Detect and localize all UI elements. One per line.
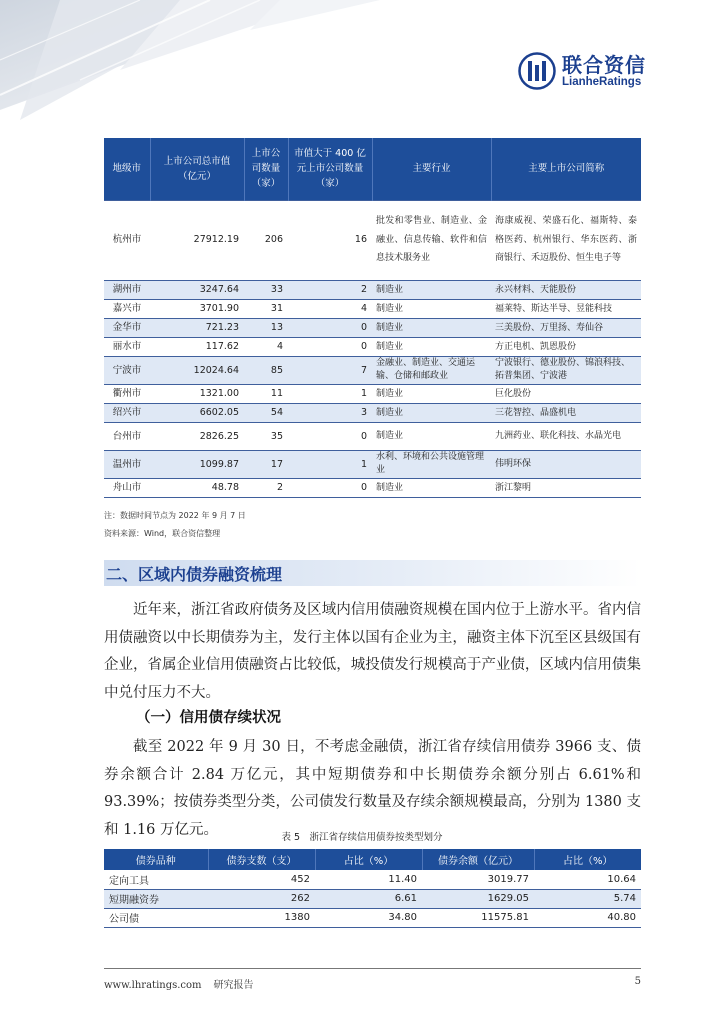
- table-row: 金华市 721.23 13 0 制造业 三美股份、万里扬、寿仙谷: [104, 318, 641, 337]
- brand-logo: [518, 52, 646, 90]
- col-city: 地级市: [104, 138, 150, 200]
- lianhe-logo-icon: [518, 52, 556, 90]
- table-source: 资料来源：Wind，联合资信整理: [104, 529, 221, 538]
- table-row: 绍兴市 6602.05 54 3 制造业 三花智控、晶盛机电: [104, 403, 641, 422]
- footer-divider: [104, 968, 641, 969]
- table-row: 嘉兴市 3701.90 31 4 制造业 福莱特、斯达半导、昱能科技: [104, 299, 641, 318]
- table-row: 公司债 1380 34.80 11575.81 40.80: [104, 908, 641, 927]
- footer-info: [104, 976, 266, 991]
- page-number: 5: [634, 976, 641, 987]
- table-row: 宁波市 12024.64 85 7 金融业、制造业、交通运输、仓储和邮政业 宁波银行、德业股份、锦浪科技、拓普集团、宁波港: [104, 356, 641, 384]
- brand-name-en: LianheRatings: [562, 75, 642, 88]
- col-over-400: 市值大于 400 亿元上市公司数量（家）: [288, 138, 372, 200]
- section-heading: [104, 560, 641, 586]
- footer-label: 研究报告: [213, 980, 254, 991]
- paragraph-overview: 近年来，浙江省政府债务及区域内信用债融资规模在国内位于上游水平。省内信用债融资以中长期债券为主，发行主体以国有企业为主，融资主体下沉至区县级国有企业，省属企业信用债融资占比较低，城投债发行规模高于产业债，区域内信用债集中兑付压力不大。: [104, 602, 641, 701]
- table-row: 温州市 1099.87 17 1 水利、环境和公共设施管理业 伟明环保: [104, 450, 641, 478]
- brand-name-cn: 联合资信: [562, 52, 646, 77]
- subsection-title: （一）信用债存续状况: [136, 710, 281, 726]
- col-industry: 主要行业: [372, 138, 491, 200]
- table-note: 注：数据时间节点为 2022 年 9 月 7 日: [104, 511, 246, 520]
- table-row: 舟山市 48.78 2 0 制造业 浙江黎明: [104, 478, 641, 497]
- paragraph-outstanding: 截至 2022 年 9 月 30 日，不考虑金融债，浙江省存续信用债券 3966 支、债券余额合计 2.84 万亿元，其中短期债券和中长期债券余额分别占 6.61%和 93.39%；按债券类型分类，公司债发行数量及存续余额规模最高，分别为 1380 支和 1.16 万亿元。: [104, 739, 641, 838]
- table-row: 定向工具 452 11.40 3019.77 10.64: [104, 870, 641, 889]
- city-listed-companies-table: [104, 138, 641, 498]
- table-header-row: [104, 138, 641, 200]
- table-row: 杭州市 27912.19 206 16 批发和零售业、制造业、金融业、信息传输、软件和信息技术服务业 海康威视、荣盛石化、福斯特、泰格医药、杭州银行、华东医药、浙商银行、禾迈股份、恒生电子等: [104, 200, 641, 280]
- bond-type-table: [104, 849, 641, 928]
- footer-site-link[interactable]: www.lhratings.com: [104, 980, 202, 991]
- table-row: 衢州市 1321.00 11 1 制造业 巨化股份: [104, 384, 641, 403]
- table-row: 丽水市 117.62 4 0 制造业 方正电机、凯恩股份: [104, 337, 641, 356]
- table-caption: 表 5 浙江省存续信用债券按类型划分: [281, 832, 443, 843]
- col-market-cap: 上市公司总市值（亿元）: [150, 138, 244, 200]
- table-row: 短期融资券 262 6.61 1629.05 5.74: [104, 889, 641, 908]
- table-header-row: 债券品种 债券支数（支） 占比（%） 债券余额（亿元） 占比（%）: [104, 849, 641, 870]
- col-company-count: 上市公司数量（家）: [244, 138, 288, 200]
- section-title: 二、区域内债券融资梳理: [106, 564, 283, 584]
- col-companies: 主要上市公司简称: [491, 138, 641, 200]
- table-row: 湖州市 3247.64 33 2 制造业 永兴材料、天能股份: [104, 280, 641, 299]
- table-row: 台州市 2826.25 35 0 制造业 九洲药业、联化科技、水晶光电: [104, 422, 641, 450]
